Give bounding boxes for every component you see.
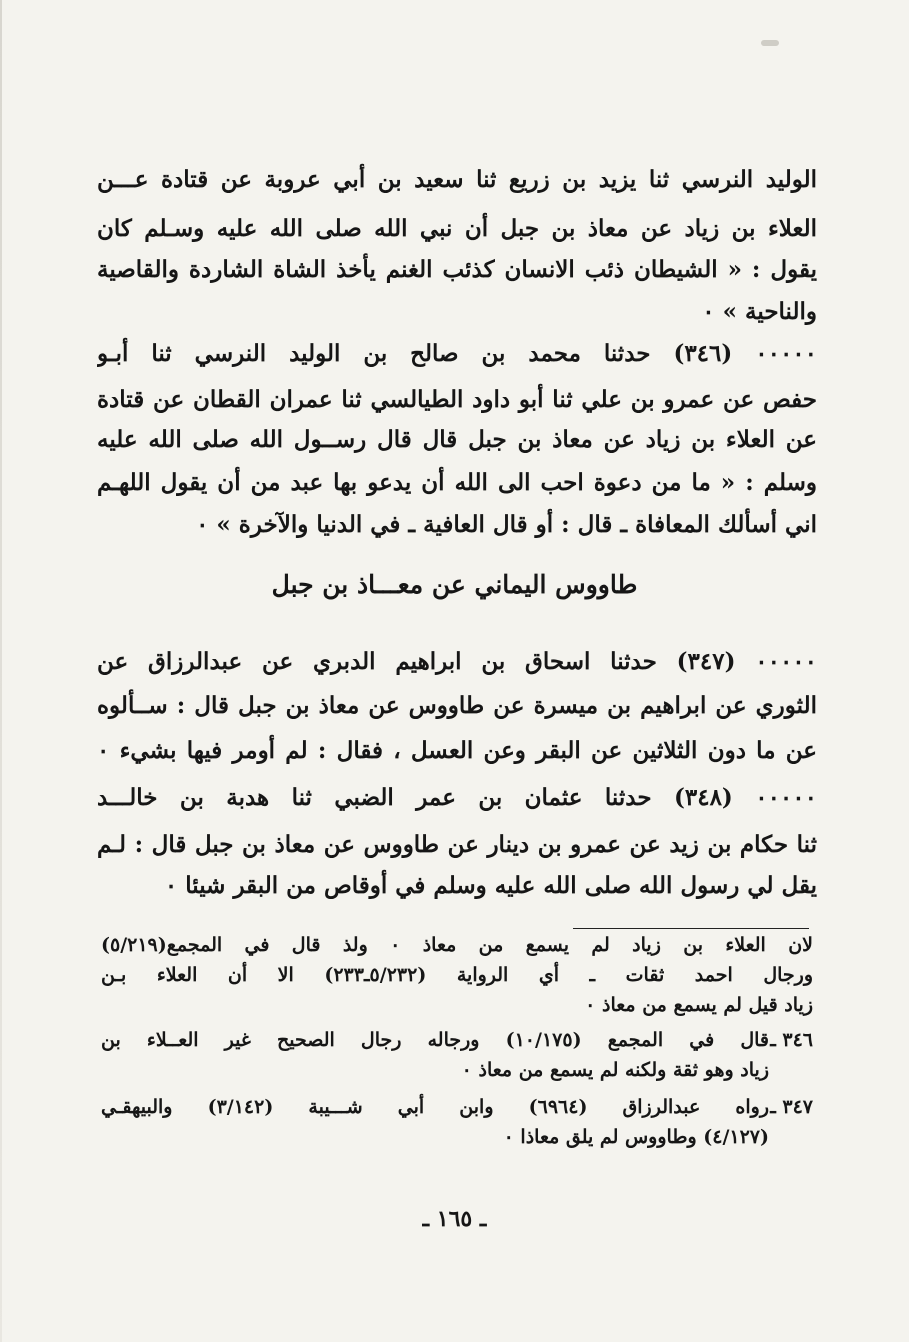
scan-speck bbox=[761, 40, 779, 46]
text-line: اني أسألك المعافاة ـ قال : أو قال العافية ـ في الدنيا والآخرة » ٠ bbox=[196, 511, 817, 538]
text-line: وسلم : « ما من دعوة احب الى الله أن يدعو بها عبد من أن يقول اللهـم bbox=[97, 469, 817, 496]
text-line: حفص عن عمرو بن علي ثنا أبو داود الطيالسي ثنا عمران القطان عن قتادة bbox=[97, 386, 817, 413]
scan-edge bbox=[0, 0, 2, 1342]
footnote-separator bbox=[573, 928, 809, 929]
text-line: الوليد النرسي ثنا يزيد بن زريع ثنا سعيد بن أبي عروبة عن قتادة عـــن bbox=[97, 166, 817, 193]
footnote-number: ٣٤٧ ـ bbox=[770, 1096, 813, 1118]
footnote-347 bbox=[101, 1092, 813, 1122]
footnote-line: (٤/١٢٧) وطاووس لم يلق معاذا ٠ bbox=[503, 1126, 769, 1148]
text-line: العلاء بن زياد عن معاذ بن جبل أن نبي الله صلى الله عليه وسـلم كان bbox=[97, 215, 817, 242]
footnote-text: رواه عبدالرزاق (٦٩٦٤) وابن أبي شـــيبة (٣/١٤٢) والبيهقـي bbox=[101, 1096, 769, 1118]
text-line: يقول : « الشيطان ذئب الانسان كذئب الغنم يأخذ الشاة الشاردة والقاصية bbox=[97, 256, 817, 283]
hadith-347-start: ٠٠٠٠٠ (٣٤٧) حدثنا اسحاق بن ابراهيم الدبري عن عبدالرزاق عن bbox=[97, 648, 817, 675]
footnote-text: قال في المجمع (١٠/١٧٥) ورجاله رجال الصحيح غير العــلاء بن bbox=[101, 1029, 769, 1051]
page-number: ـ ١٦٥ ـ bbox=[422, 1206, 487, 1232]
text-line: والناحية » ٠ bbox=[702, 298, 817, 325]
footnote-line: لان العلاء بن زياد لم يسمع من معاذ ٠ ولذ قال في المجمع(٥/٢١٩) bbox=[101, 934, 813, 956]
hadith-348-start: ٠٠٠٠٠ (٣٤٨) حدثنا عثمان بن عمر الضبي ثنا هدبة بن خالـــد bbox=[97, 784, 817, 811]
footnote-346 bbox=[101, 1025, 813, 1055]
text-line: الثوري عن ابراهيم بن ميسرة عن طاووس عن معاذ بن جبل قال : ســألوه bbox=[97, 692, 817, 719]
footnote-line: زياد قيل لم يسمع من معاذ ٠ bbox=[585, 994, 813, 1016]
footnote-line: ورجال احمد ثقات ـ أي الرواية (٥/٢٣٢ـ٢٣٣) الا أن العلاء بـن bbox=[101, 964, 813, 986]
text-line: عن ما دون الثلاثين عن البقر وعن العسل ، فقال : لم أومر فيها بشيء ٠ bbox=[97, 737, 817, 764]
text-line: ثنا حكام بن زيد عن عمرو بن دينار عن طاووس عن معاذ بن جبل قال : لـم bbox=[97, 831, 817, 858]
text-line: عن العلاء بن زياد عن معاذ بن جبل قال قال رســول الله صلى الله عليه bbox=[97, 426, 817, 453]
footnote-number: ٣٤٦ ـ bbox=[770, 1029, 813, 1051]
text-line: يقل لي رسول الله صلى الله عليه وسلم في أوقاص من البقر شيئا ٠ bbox=[164, 872, 817, 899]
hadith-346-start: ٠٠٠٠٠ (٣٤٦) حدثنا محمد بن صالح بن الوليد النرسي ثنا أبـو bbox=[97, 340, 817, 367]
section-heading: طاووس اليماني عن معـــاذ بن جبل bbox=[271, 570, 638, 599]
footnote-line: زياد وهو ثقة ولكنه لم يسمع من معاذ ٠ bbox=[461, 1059, 769, 1081]
